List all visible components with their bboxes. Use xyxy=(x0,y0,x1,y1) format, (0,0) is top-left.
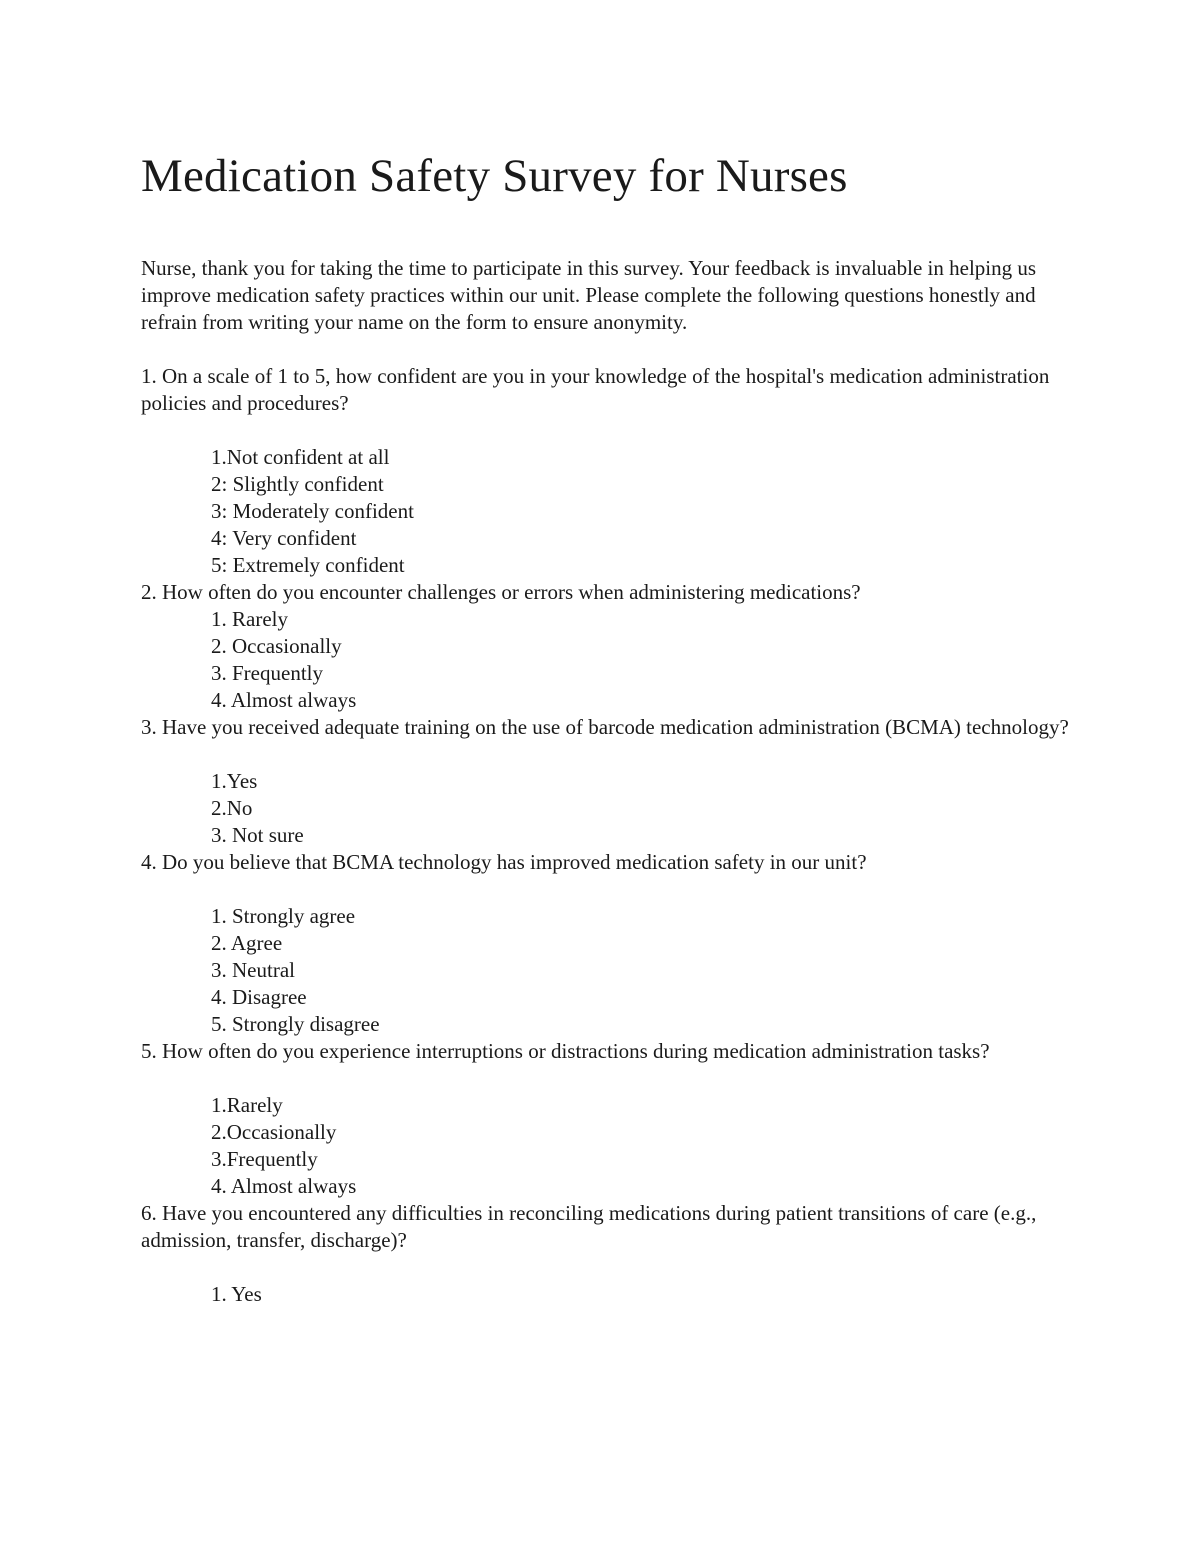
spacer xyxy=(141,741,1081,768)
option-item: 4: Very confident xyxy=(211,526,357,550)
option-item: 3. Not sure xyxy=(211,823,304,847)
question-3: 3. Have you received adequate training on the use of barcode medication administration (BCMA) technology? xyxy=(141,715,1069,739)
spacer xyxy=(141,876,1081,903)
document-body xyxy=(141,255,1081,1308)
option-item: 2.No xyxy=(211,796,253,820)
option-item: 4. Almost always xyxy=(211,1174,357,1198)
option-item: 1.Yes xyxy=(211,769,258,793)
option-item: 1. Rarely xyxy=(211,607,288,631)
option-item: 1. Strongly agree xyxy=(211,904,356,928)
question-1-options xyxy=(141,444,1081,579)
question-1: 1. On a scale of 1 to 5, how confident are you in your knowledge of the hospital's medication administration policies and procedures? xyxy=(141,364,1050,415)
option-item: 3. Neutral xyxy=(211,958,295,982)
option-item: 1.Rarely xyxy=(211,1093,283,1117)
question-2: 2. How often do you encounter challenges or errors when administering medications? xyxy=(141,580,861,604)
question-4: 4. Do you believe that BCMA technology has improved medication safety in our unit? xyxy=(141,850,867,874)
option-item: 2. Occasionally xyxy=(211,634,342,658)
question-4-options xyxy=(141,903,1081,1038)
document-title: Medication Safety Survey for Nurses xyxy=(141,150,848,202)
option-item: 2: Slightly confident xyxy=(211,472,384,496)
spacer xyxy=(141,417,1081,444)
option-item: 3.Frequently xyxy=(211,1147,318,1171)
question-3-options xyxy=(141,768,1081,849)
question-2-options xyxy=(141,606,1081,714)
option-item: 2. Agree xyxy=(211,931,283,955)
intro-paragraph: Nurse, thank you for taking the time to participate in this survey. Your feedback is invaluable in helping us improve medication safety practices within our unit. Please complete the following questions honestly and refrain from writing your name on the form to ensure anonymity. xyxy=(141,256,1037,334)
option-item: 5: Extremely confident xyxy=(211,553,405,577)
option-item: 3: Moderately confident xyxy=(211,499,414,523)
option-item: 1. Yes xyxy=(211,1282,262,1306)
option-item: 4. Disagree xyxy=(211,985,307,1009)
question-6-options xyxy=(141,1281,1081,1308)
option-item: 5. Strongly disagree xyxy=(211,1012,380,1036)
question-6: 6. Have you encountered any difficulties in reconciling medications during patient transitions of care (e.g., admission, transfer, discharge)? xyxy=(141,1201,1037,1252)
option-item: 1.Not confident at all xyxy=(211,445,390,469)
option-item: 4. Almost always xyxy=(211,688,357,712)
question-5: 5. How often do you experience interruptions or distractions during medication administration tasks? xyxy=(141,1039,990,1063)
spacer xyxy=(141,1254,1081,1281)
option-item: 3. Frequently xyxy=(211,661,323,685)
spacer xyxy=(141,1065,1081,1092)
option-item: 2.Occasionally xyxy=(211,1120,337,1144)
question-5-options xyxy=(141,1092,1081,1200)
